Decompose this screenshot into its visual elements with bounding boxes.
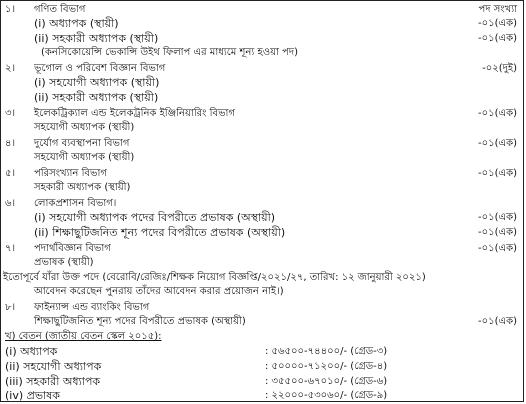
dept-8-header	[1, 301, 523, 314]
dept-6-line-2	[1, 226, 523, 239]
dept-3-count: -০১(এক)	[477, 108, 517, 119]
dept-4-header	[1, 137, 523, 150]
dept-2-num: ২।	[5, 63, 16, 74]
dept-1-post-2-count: -০১(এক)	[477, 33, 517, 44]
dept-2-line-2	[1, 91, 523, 104]
dept-3-line-1	[1, 121, 523, 134]
dept-3-num: ৩।	[5, 108, 16, 119]
dept-4-num: ৪।	[5, 138, 16, 149]
salary-label-associate: (ii) সহযোগী অধ্যাপক	[5, 360, 102, 373]
dept-1-post-2: (ii) সহকারী অধ্যাপক (স্থায়ী)	[34, 32, 159, 45]
dept-1-line-1	[1, 17, 523, 30]
salary-row	[1, 389, 523, 402]
notice-line-2	[1, 285, 523, 298]
dept-8-name: ফাইন্যান্স এন্ড ব্যাংকিং বিভাগ	[34, 302, 150, 313]
dept-1-post-1: (i) অধ্যাপক (স্থায়ী)	[34, 17, 119, 30]
dept-7-name: পদার্থবিজ্ঞান বিভাগ	[34, 243, 111, 254]
dept-6-line-1	[1, 211, 523, 224]
salary-label-assistant: (iii) সহকারী অধ্যাপক	[5, 375, 101, 388]
dept-8-post-1: শিক্ষাছুটিজনিত শূন্য পদের বিপরীতে প্রভাষক (অস্থায়ী)	[34, 316, 246, 327]
dept-5-line-1	[1, 181, 523, 194]
salary-heading-row	[1, 330, 523, 343]
posts-count-header: পদ সংখ্যা	[478, 4, 517, 15]
salary-value-professor: : ৫৬৫০০-৭৪৪০০/- (গ্রেড-৩)	[265, 346, 388, 357]
dept-2-post-2: (ii) সহকারী অধ্যাপক (স্থায়ী)	[34, 91, 159, 104]
dept-5-post-1: সহকারী অধ্যাপক (স্থায়ী)	[34, 182, 131, 193]
dept-8-num: ৮।	[5, 302, 16, 313]
salary-heading: খ) বেতন (জাতীয় বেতন স্কেল ২০১৫):	[5, 331, 162, 342]
dept-1-line-2	[1, 32, 523, 45]
dept-3-header	[1, 107, 523, 120]
salary-row	[1, 360, 523, 373]
dept-3-post-1: সহযোগী অধ্যাপক (স্থায়ী)	[34, 122, 135, 133]
dept-6-post-2: (ii) শিক্ষাছুটিজনিত শূন্য পদের বিপরীতে প্রভাষক (অস্থায়ী)	[34, 226, 286, 239]
dept-6-post-1-count: -০১(এক)	[477, 212, 517, 223]
header-row	[1, 3, 523, 16]
dept-2-count: -০২(দুই)	[482, 63, 517, 74]
dept-5-header	[1, 167, 523, 180]
dept-7-line-1	[1, 256, 523, 269]
dept-2-name: ভূগোল ও পরিবেশ বিজ্ঞান বিভাগ	[34, 63, 166, 74]
dept-7-post-1: প্রভাষক (স্থায়ী)	[34, 257, 94, 268]
dept-5-name: পরিসংখ্যান বিভাগ	[34, 168, 107, 179]
salary-row	[1, 345, 523, 358]
dept-1-name: গণিত বিভাগ	[34, 4, 86, 15]
dept-8-count: -০১(এক)	[477, 316, 517, 327]
dept-4-post-1: সহযোগী অধ্যাপক (স্থায়ী)	[34, 152, 135, 163]
salary-row	[1, 375, 523, 388]
dept-6-num: ৬।	[5, 198, 16, 209]
dept-6-header	[1, 197, 523, 210]
dept-4-name: দুর্যোগ ব্যবস্থাপনা বিভাগ	[34, 138, 130, 149]
dept-3-name: ইলেকট্রিক্যাল এন্ড ইলেকট্রনিক ইঞ্জিনিয়ারিং বিভাগ	[34, 108, 235, 119]
dept-1-num: ১।	[5, 4, 16, 15]
dept-2-header	[1, 62, 523, 75]
salary-label-lecturer: (iv) প্রভাষক	[5, 389, 61, 402]
notice-text-1: ইতোপূর্বে যাঁরা উক্ত পদে (বেরোবি/রেজিঃ/শিক্ষক নিয়োগ বিজ্ঞপ্তি/২০২১/২৭, তারিখ: ১২ জানুয়ারী ২০২১)	[3, 272, 426, 283]
dept-4-count: -০১(এক)	[477, 138, 517, 149]
dept-7-num: ৭।	[5, 243, 16, 254]
salary-value-lecturer: : ২২০০০-৫৩০৬০/- (গ্রেড-৯)	[265, 390, 388, 401]
dept-1-post-1-count: -০১(এক)	[477, 18, 517, 29]
dept-6-name: লোকপ্রশাসন বিভাগ।	[34, 198, 117, 209]
dept-7-count: -০১(এক)	[477, 243, 517, 254]
salary-value-associate: : ৫০০০০-৭১২০০/- (গ্রেড-৪)	[265, 361, 388, 372]
salary-label-professor: (i) অধ্যাপক	[5, 345, 58, 358]
salary-value-assistant: : ৩৫৫০০-৬৭০১০/- (গ্রেড-৬)	[265, 376, 388, 387]
dept-5-num: ৫।	[5, 168, 16, 179]
dept-7-header	[1, 242, 523, 255]
dept-4-line-1	[1, 151, 523, 164]
dept-1-line-3	[1, 46, 523, 59]
dept-2-post-1: (i) সহযোগী অধ্যাপক (স্থায়ী)	[34, 76, 160, 89]
dept-1-note: (কনসিকোয়েন্সি ভেকান্সি উইথ ফিলাপ এর মাধ্যমে শূন্য হওয়া পদ)	[41, 47, 298, 58]
notice-line-1	[1, 271, 523, 284]
dept-2-line-1	[1, 76, 523, 89]
dept-6-post-2-count: -০১(এক)	[477, 227, 517, 238]
dept-6-post-1: (i) সহযোগী অধ্যাপক পদের বিপরীতে প্রভাষক (অস্থায়ী)	[34, 211, 276, 224]
dept-8-line-1	[1, 315, 523, 328]
notice-text-2: আবেদন করেছেন পুনরায় তাঁদের আবেদন করার প্রয়োজন নাই।)	[34, 286, 284, 297]
dept-5-count: -০১(এক)	[477, 168, 517, 179]
